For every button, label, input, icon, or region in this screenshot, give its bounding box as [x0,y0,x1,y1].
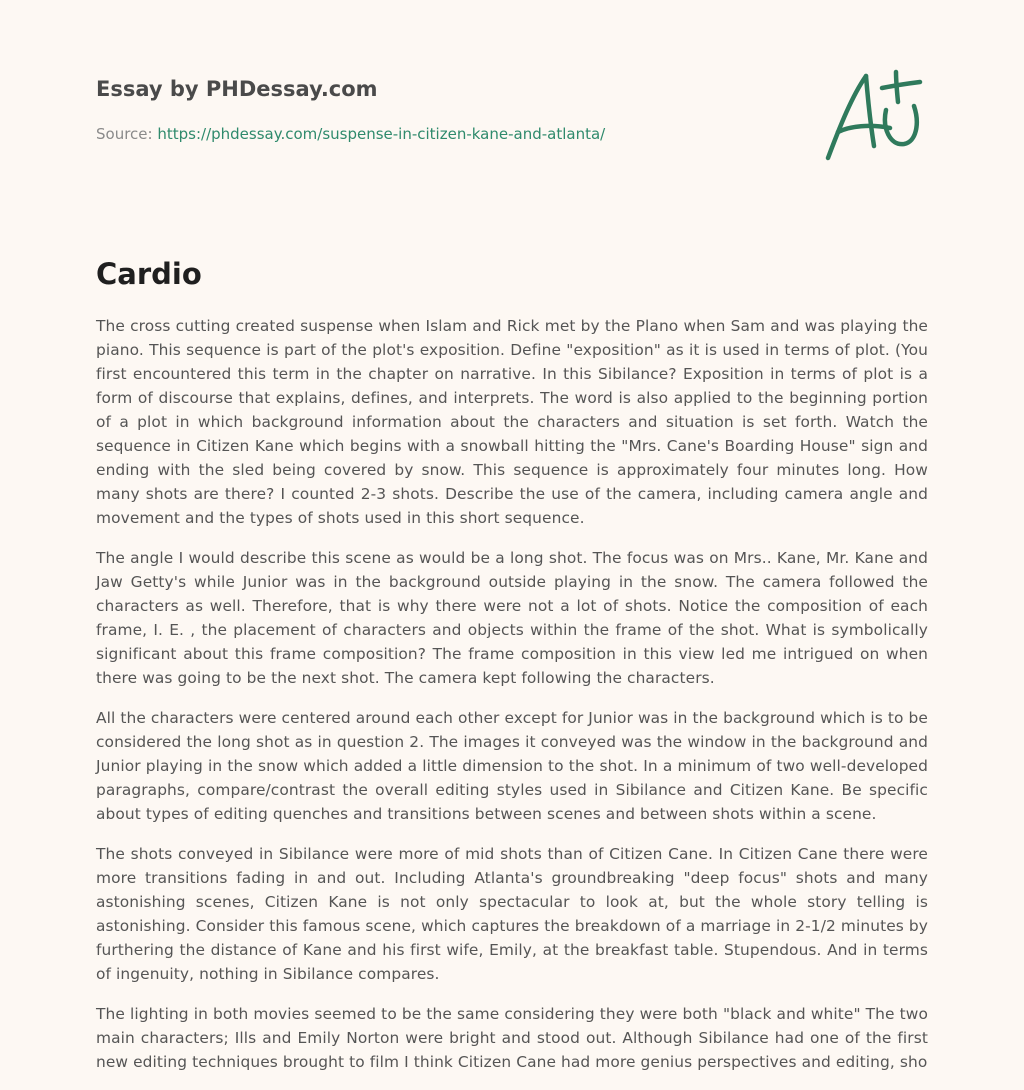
brand-title: Essay by PHDessay.com [96,77,378,101]
source-link[interactable]: https://phdessay.com/suspense-in-citizen-kane-and-atlanta/ [157,125,606,143]
a-plus-grade-icon [820,66,930,166]
essay-title: Cardio [96,257,202,291]
essay-paragraph: The shots conveyed in Sibilance were more of mid shots than of Citizen Cane. In Citizen Cane there were more transitions fading in and out. Including Atlanta's groundbreaking "deep focus" shots and many astonishing scenes, Citizen Kane is not only spectacular to look at, but the whole story telling is astonishing. Consider this famous scene, which captures the breakdown of a marriage in 2-1/2 minutes by furthering the distance of Kane and his first wife, Emily, at the breakfast table. Stupendous. And in terms of ingenuity, nothing in Sibilance compares. [96,845,928,983]
source-line [96,124,605,144]
essay-paragraph: The lighting in both movies seemed to be the same considering they were both "black and white" The two main characters; Ills and Emily Norton were bright and stood out. Although Sibilance had one of the first new editing techniques brought to film I think Citizen Cane had more genius perspectives and editing, sho [96,1005,928,1071]
essay-paragraph: The cross cutting created suspense when Islam and Rick met by the Plano when Sam and was playing the piano. This sequence is part of the plot's exposition. Define "exposition" as it is used in terms of plot. (You first encountered this term in the chapter on narrative. In this Sibilance? Exposition in terms of plot is a form of discourse that explains, defines, and interprets. The word is also applied to the beginning portion of a plot in which background information about the characters and situation is set forth. Watch the sequence in Citizen Kane which begins with a snowball hitting the "Mrs. Cane's Boarding House" sign and ending with the sled being covered by snow. This sequence is approximately four minutes long. How many shots are there? I counted 2-3 shots. Describe the use of the camera, including camera angle and movement and the types of shots used in this short sequence. [96,317,928,527]
essay-body [96,314,928,1090]
essay-paragraph: All the characters were centered around each other except for Junior was in the background which is to be considered the long shot as in question 2. The images it conveyed was the window in the background and Junior playing in the snow which added a little dimension to the shot. In a minimum of two well-developed paragraphs, compare/contrast the overall editing styles used in Sibilance and Citizen Kane. Be specific about types of editing quenches and transitions between scenes and between shots within a scene. [96,709,928,823]
source-label: Source: [96,125,153,143]
a-plus-logo-svg [820,66,930,166]
page-header [96,74,928,194]
essay-paragraph: The angle I would describe this scene as would be a long shot. The focus was on Mrs.. Kane, Mr. Kane and Jaw Getty's while Junior was in the background outside playing in the snow. The camera followed the characters as well. Therefore, that is why there were not a lot of shots. Notice the composition of each frame, I. E. , the placement of characters and objects within the frame of the shot. What is symbolically significant about this frame composition? The frame composition in this view led me intrigued on when there was going to be the next shot. The camera kept following the characters. [96,549,928,687]
